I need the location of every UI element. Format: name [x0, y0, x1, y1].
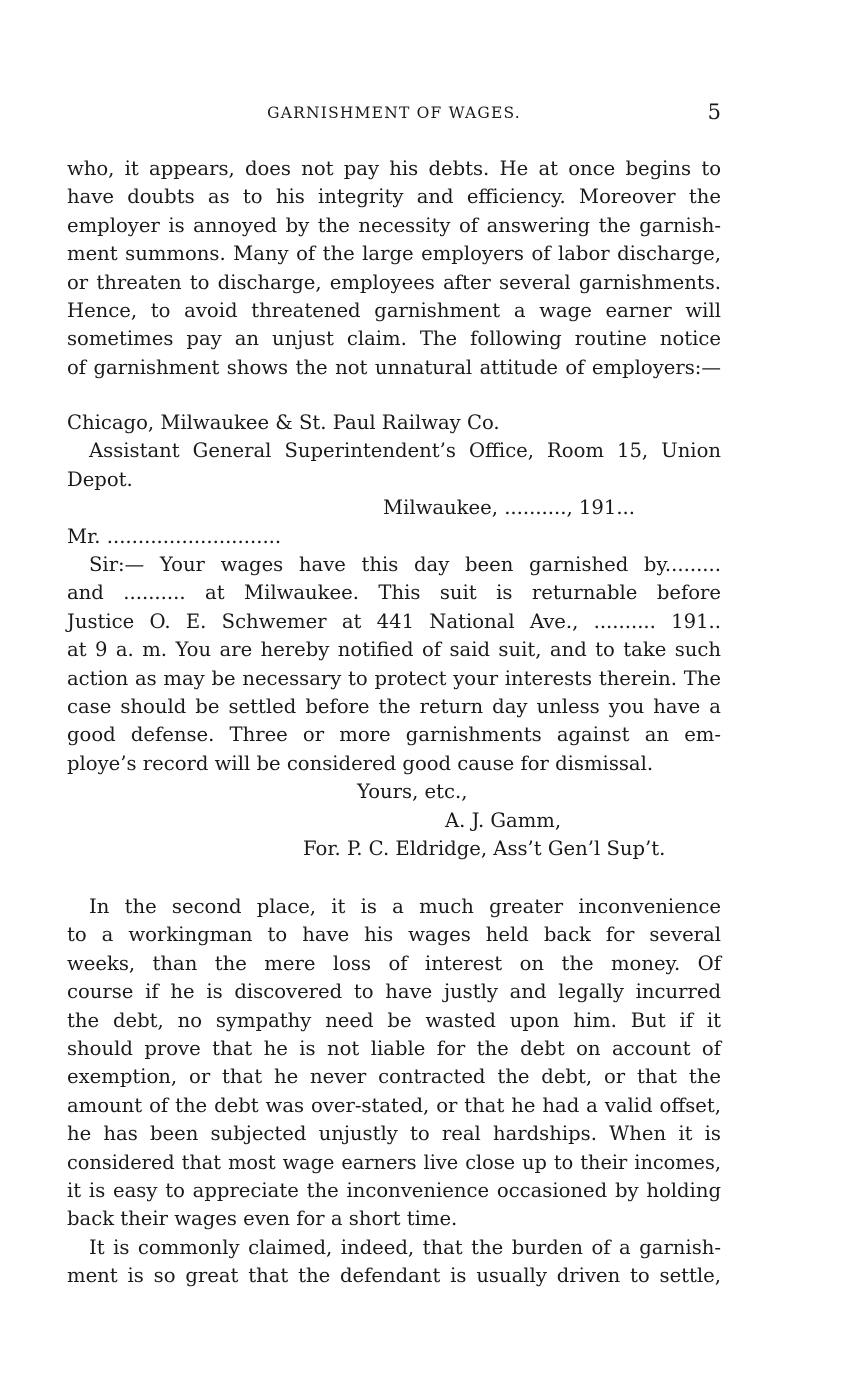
text-line: or threaten to discharge, employees after several garnishments.: [67, 270, 721, 294]
text-line: amount of the debt was over-stated, or that he had a valid offset,: [67, 1093, 721, 1117]
text-line: back their wages even for a short time.: [67, 1207, 458, 1231]
text-line: It is commonly claimed, indeed, that the burden of a garnish-: [89, 1236, 721, 1259]
running-head: [67, 100, 721, 128]
notice-body-line: Sir:— Your wages have this day been garnished by.........: [89, 553, 721, 577]
text-line: have doubts as to his integrity and efficiency. Moreover the: [67, 185, 721, 209]
text-line: exemption, or that he never contracted the debt, or that the: [67, 1065, 721, 1089]
notice-office-line: Assistant General Superintendent’s Office, Room 15, Union: [89, 439, 721, 463]
notice-body-line: Justice O. E. Schwemer at 441 National Ave., .......... 191..: [67, 609, 721, 633]
notice-addressee: Mr. ............................: [67, 524, 282, 548]
notice-body-line: case should be settled before the return day unless you have a: [67, 695, 721, 719]
notice-body-line: ploye’s record will be considered good cause for dismissal.: [67, 751, 654, 775]
page-number: 5: [707, 100, 721, 124]
text-line: Hence, to avoid threatened garnishment a wage earner will: [67, 299, 721, 323]
text-line: In the second place, it is a much greater inconvenience: [89, 895, 721, 918]
text-line: it is easy to appreciate the inconvenience occasioned by holding: [67, 1179, 721, 1203]
notice-signature-for: For. P. C. Eldridge, Ass’t Gen’l Sup’t.: [303, 837, 666, 861]
notice-company: Chicago, Milwaukee & St. Paul Railway Co.: [67, 411, 500, 434]
running-title: GARNISHMENT OF WAGES.: [267, 104, 521, 122]
third-paragraph: [67, 1234, 721, 1291]
text-line: who, it appears, does not pay his debts. He at once begins to: [67, 157, 721, 180]
second-paragraph: [67, 893, 721, 1234]
notice-body-line: good defense. Three or more garnishments against an em-: [67, 723, 721, 747]
garnishment-notice: [67, 409, 721, 864]
text-line: to a workingman to have his wages held back for several: [67, 923, 721, 947]
text-line: weeks, than the mere loss of interest on the money. Of: [67, 951, 721, 975]
text-line: considered that most wage earners live close up to their incomes,: [67, 1150, 721, 1174]
text-line: sometimes pay an unjust claim. The following routine notice: [67, 327, 721, 351]
notice-place-date: Milwaukee, .........., 191...: [383, 496, 636, 520]
text-line: employer is annoyed by the necessity of answering the garnish-: [67, 213, 721, 237]
text-line: of garnishment shows the not unnatural attitude of employers:—: [67, 355, 721, 379]
notice-signature: A. J. Gamm,: [445, 808, 562, 832]
text-line: course if he is discovered to have justly and legally incurred: [67, 980, 721, 1004]
intro-paragraph: [67, 155, 721, 382]
text-line: ment is so great that the defendant is usually driven to settle,: [67, 1264, 721, 1288]
text-line: should prove that he is not liable for the debt on account of: [67, 1037, 721, 1061]
notice-body-line: action as may be necessary to protect your interests therein. The: [67, 666, 721, 690]
notice-body-line: and .......... at Milwaukee. This suit is returnable before: [67, 581, 721, 605]
notice-body-line: at 9 a. m. You are hereby notified of said suit, and to take such: [67, 638, 721, 662]
text-line: he has been subjected unjustly to real hardships. When it is: [67, 1122, 721, 1146]
text-line: the debt, no sympathy need be wasted upon him. But if it: [67, 1008, 721, 1032]
notice-closing: Yours, etc.,: [357, 780, 468, 804]
notice-office-line-continued: Depot.: [67, 467, 133, 491]
text-line: ment summons. Many of the large employers of labor discharge,: [67, 242, 721, 266]
